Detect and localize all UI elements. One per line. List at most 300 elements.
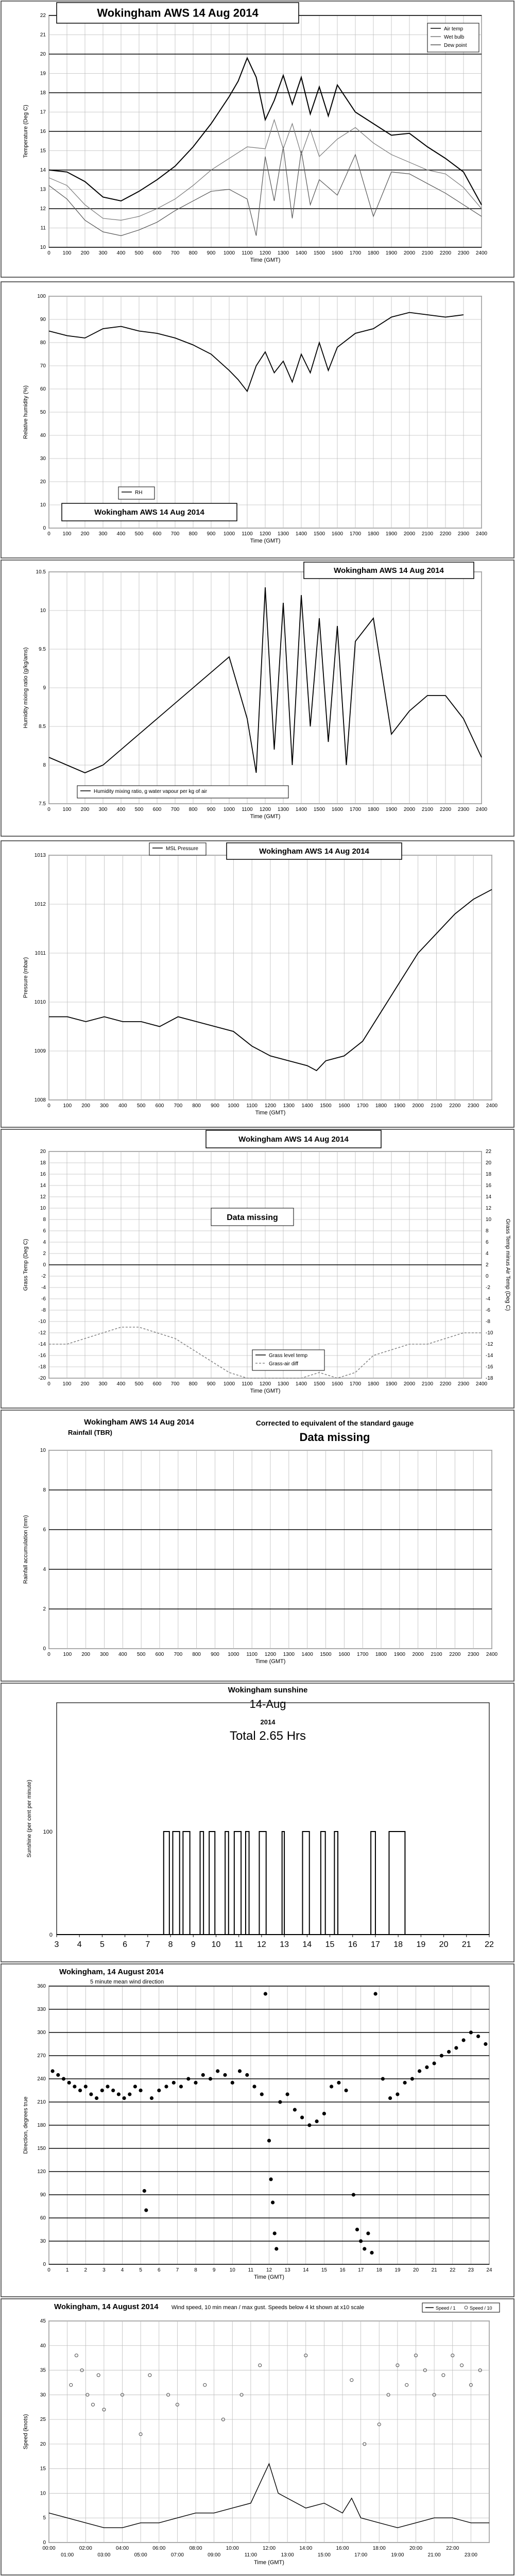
y-tick-label: 6 (43, 1527, 46, 1533)
x-tick-label: 20 (413, 2267, 419, 2273)
data-point (476, 2035, 480, 2038)
y-tick-label: 120 (37, 2169, 46, 2175)
chart-note: Corrected to equivalent of the standard gauge (255, 1419, 414, 1427)
y-tick-label: 12 (40, 1194, 46, 1200)
x-tick-label: 2000 (412, 1103, 424, 1109)
y-tick-label: 2 (43, 1251, 46, 1257)
x-tick-label: 2000 (412, 1652, 424, 1657)
x-tick-label: 1700 (357, 1103, 369, 1109)
data-point (194, 2081, 197, 2084)
x-tick-label: 800 (188, 807, 198, 812)
x-tick-label: 17 (358, 2267, 364, 2273)
data-point (223, 2073, 227, 2077)
y-tick-label: 10 (40, 245, 46, 250)
y-tick-label: 20 (40, 52, 46, 57)
data-missing-annotation: Data missing (299, 1431, 370, 1444)
x-tick-label: 14:00 (299, 2546, 313, 2551)
x-tick-label: 1300 (283, 1652, 295, 1657)
x-axis-label: Time (GMT) (255, 1110, 286, 1116)
y-tick-label: 100 (37, 294, 46, 299)
x-tick-label: 11 (248, 2267, 254, 2273)
x-tick-label: 1900 (393, 1103, 405, 1109)
legend-label: MSL Pressure (166, 846, 198, 852)
chart-subtitle: Rainfall (TBR) (68, 1429, 112, 1436)
y2-tick-label: 14 (486, 1194, 492, 1200)
data-missing-annotation: Data missing (227, 1213, 278, 1222)
y-tick-label: -18 (38, 1364, 46, 1370)
x-tick-label: 1700 (349, 250, 362, 256)
pressure-chart-panel (0, 840, 515, 1128)
y-tick-label: 40 (40, 2343, 46, 2349)
y-tick-label: 360 (37, 1984, 46, 1989)
x-tick-label: 600 (155, 1652, 164, 1657)
y-axis-label: Relative humidity (%) (23, 385, 29, 439)
x-tick-label: 500 (134, 807, 144, 812)
y-tick-label: 240 (37, 2076, 46, 2082)
rainfall-chart-panel (0, 1409, 515, 1682)
y-tick-label: 30 (40, 456, 46, 462)
data-point (337, 2081, 340, 2084)
x-tick-label: 500 (134, 531, 144, 537)
legend-label: Humidity mixing ratio, g water vapour per kg of air (94, 789, 208, 794)
y2-tick-label: 22 (486, 1149, 492, 1155)
x-tick-label: 1100 (242, 531, 253, 537)
x-tick-label: 2300 (468, 1652, 479, 1657)
x-tick-label: 600 (155, 1103, 164, 1109)
data-point (179, 2084, 183, 2088)
x-tick-label: 12 (266, 2267, 272, 2273)
y-axis-label: Humidity mixing ratio (g/kg/ams) (23, 647, 29, 728)
x-tick-label: 2400 (486, 1103, 498, 1109)
x-tick-label: 1700 (349, 807, 362, 812)
y-axis-label: Sunshine (per cent per minute) (26, 1780, 32, 1858)
x-tick-label: 0 (47, 1652, 50, 1657)
chart-title: Wokingham sunshine (228, 1686, 308, 1694)
data-point (274, 2247, 278, 2250)
x-tick-label: 9 (212, 2267, 216, 2273)
x-tick-label: 1400 (295, 250, 307, 256)
x-tick-label: 0 (47, 2267, 50, 2273)
y-tick-label: 270 (37, 2053, 46, 2059)
y2-axis-label: Grass Temp minus Air Temp (Deg C) (505, 1218, 511, 1311)
x-tick-label: 2 (84, 2267, 88, 2273)
temperature-chart (0, 0, 515, 278)
data-point (403, 2081, 407, 2084)
x-tick-label: 12:00 (262, 2546, 276, 2551)
data-point (128, 2092, 131, 2096)
x-tick-label: 03:00 (97, 2552, 111, 2558)
x-tick-label: 2200 (439, 1381, 452, 1387)
x-tick-label: 08:00 (189, 2546, 202, 2551)
y-tick-label: 1010 (34, 999, 46, 1005)
x-tick-label: 14 (303, 2267, 309, 2273)
x-tick-label: 1500 (320, 1652, 332, 1657)
x-tick-label: 400 (116, 1381, 126, 1387)
x-tick-label: 1200 (259, 807, 271, 812)
y2-tick-label: -10 (486, 1330, 493, 1336)
y2-tick-label: -16 (486, 1364, 493, 1370)
y-axis-label: Rainfall accumulation (mm) (23, 1515, 29, 1584)
chart-year: 2014 (260, 1718, 276, 1726)
x-tick-label: 100 (62, 1381, 72, 1387)
y-tick-label: -20 (38, 1376, 46, 1381)
data-point (388, 2096, 392, 2100)
legend-label: Speed / 1 (436, 2306, 456, 2311)
data-point (315, 2120, 319, 2123)
x-tick-label: 19 (416, 1940, 426, 1949)
x-tick-label: 24 (486, 2267, 492, 2273)
x-tick-label: 22 (450, 2267, 456, 2273)
y-tick-label: 60 (40, 386, 46, 392)
data-point (447, 2050, 451, 2054)
y-tick-label: 70 (40, 363, 46, 369)
y2-tick-label: 8 (486, 1228, 489, 1234)
x-tick-label: 6 (157, 2267, 161, 2273)
data-point (267, 2139, 271, 2142)
x-tick-label: 13 (284, 2267, 290, 2273)
x-tick-label: 2300 (457, 531, 470, 537)
y-tick-label: 50 (40, 410, 46, 415)
x-tick-label: 2100 (431, 1103, 442, 1109)
x-tick-label: 1500 (313, 807, 325, 812)
x-tick-label: 15 (321, 2267, 327, 2273)
data-point (300, 2115, 304, 2119)
x-tick-label: 19:00 (391, 2552, 404, 2558)
pressure-chart (0, 840, 515, 1128)
data-point (396, 2092, 399, 2096)
x-tick-label: 800 (192, 1652, 201, 1657)
data-point (374, 1992, 377, 1995)
y2-tick-label: -4 (486, 1296, 490, 1302)
grass-temperature-chart (0, 1128, 515, 1409)
y2-tick-label: 12 (486, 1206, 492, 1211)
x-tick-label: 1000 (223, 807, 235, 812)
x-tick-label: 19 (394, 2267, 401, 2273)
x-tick-label: 18 (393, 1940, 403, 1949)
x-tick-label: 500 (136, 1652, 146, 1657)
data-point (273, 2231, 277, 2235)
data-point (469, 2030, 473, 2034)
x-tick-label: 100 (63, 1103, 72, 1109)
x-tick-label: 23:00 (464, 2552, 477, 2558)
data-point (286, 2092, 289, 2096)
data-point (123, 2096, 126, 2100)
x-tick-label: 700 (170, 250, 180, 256)
y2-tick-label: 16 (486, 1183, 492, 1189)
x-tick-label: 6 (123, 1940, 128, 1949)
data-point (366, 2231, 370, 2235)
x-axis-label: Time (GMT) (250, 538, 281, 544)
x-tick-label: 600 (152, 1381, 162, 1387)
x-tick-label: 1000 (228, 1103, 239, 1109)
data-point (484, 2042, 487, 2046)
y2-tick-label: -2 (486, 1285, 490, 1291)
x-tick-label: 13 (280, 1940, 289, 1949)
y2-tick-label: 2 (486, 1262, 489, 1268)
data-point (330, 2084, 333, 2088)
x-tick-label: 9 (191, 1940, 196, 1949)
y-tick-label: 330 (37, 2007, 46, 2012)
x-tick-label: 1900 (393, 1652, 405, 1657)
data-point (56, 2073, 60, 2077)
y2-tick-label: 4 (486, 1251, 489, 1257)
data-point (144, 2208, 148, 2212)
y-tick-label: 8 (43, 1217, 46, 1223)
x-tick-label: 300 (98, 531, 108, 537)
legend-label: Wet bulb (444, 35, 465, 40)
y-tick-label: 40 (40, 433, 46, 438)
x-tick-label: 13:00 (281, 2552, 294, 2558)
x-tick-label: 15:00 (317, 2552, 331, 2558)
y-tick-label: 180 (37, 2123, 46, 2128)
x-tick-label: 2400 (475, 531, 488, 537)
x-tick-label: 1000 (223, 250, 235, 256)
y-tick-label: 16 (40, 1172, 46, 1177)
x-tick-label: 2400 (475, 807, 488, 812)
y-tick-label: -12 (38, 1330, 46, 1336)
x-axis-label: Time (GMT) (254, 2274, 284, 2280)
x-tick-label: 200 (80, 531, 90, 537)
y-tick-label: 0 (43, 2540, 46, 2546)
x-tick-label: 05:00 (134, 2552, 147, 2558)
x-tick-label: 800 (188, 1381, 198, 1387)
y-tick-label: 17 (40, 109, 46, 115)
data-point (425, 2065, 428, 2069)
data-point (84, 2084, 88, 2088)
data-point (67, 2081, 71, 2084)
x-tick-label: 01:00 (61, 2552, 74, 2558)
data-point (352, 2193, 355, 2196)
x-tick-label: 1000 (223, 531, 235, 537)
y2-tick-label: -14 (486, 1353, 493, 1359)
data-point (462, 2038, 466, 2042)
y-tick-label: 30 (40, 2239, 46, 2244)
y-tick-label: 8 (43, 762, 46, 768)
y-tick-label: 4 (43, 1567, 46, 1572)
data-point (418, 2069, 421, 2073)
x-tick-label: 00:00 (42, 2546, 56, 2551)
x-tick-label: 5 (99, 1940, 105, 1949)
x-tick-label: 10 (211, 1940, 221, 1949)
x-tick-label: 1600 (338, 1103, 350, 1109)
x-tick-label: 20 (439, 1940, 449, 1949)
x-tick-label: 2200 (449, 1103, 461, 1109)
y-tick-label: 150 (37, 2146, 46, 2151)
data-point (139, 2089, 143, 2092)
x-tick-label: 300 (98, 807, 108, 812)
x-tick-label: 1900 (385, 1381, 398, 1387)
y-tick-label: 5 (43, 2515, 46, 2521)
y-tick-label: 60 (40, 2215, 46, 2221)
chart-title: Wokingham AWS 14 Aug 2014 (334, 566, 444, 575)
x-tick-label: 1600 (331, 807, 344, 812)
y-axis-label: Speed (knots) (23, 2414, 29, 2450)
x-tick-label: 0 (47, 250, 50, 256)
y-tick-label: 14 (40, 1183, 46, 1189)
data-point (278, 2100, 282, 2104)
y-tick-label: 4 (43, 1240, 46, 1245)
data-point (51, 2069, 55, 2073)
y2-tick-label: 0 (486, 1274, 489, 1279)
y-tick-label: 16 (40, 129, 46, 134)
data-point (172, 2081, 176, 2084)
x-tick-label: 2400 (475, 250, 488, 256)
y-tick-label: 210 (37, 2099, 46, 2105)
x-tick-label: 100 (62, 807, 72, 812)
x-tick-label: 21 (431, 2267, 437, 2273)
x-tick-label: 1800 (367, 250, 380, 256)
x-tick-label: 2200 (439, 250, 452, 256)
x-tick-label: 1600 (331, 250, 344, 256)
x-tick-label: 2300 (457, 807, 470, 812)
data-point (322, 2112, 326, 2115)
y-tick-label: 9 (43, 685, 46, 691)
legend-label: Grass level temp (269, 1353, 308, 1359)
x-tick-label: 16 (348, 1940, 357, 1949)
x-tick-label: 2100 (421, 807, 434, 812)
x-tick-label: 07:00 (170, 2552, 184, 2558)
x-tick-label: 14 (302, 1940, 312, 1949)
x-tick-label: 16:00 (336, 2546, 349, 2551)
x-tick-label: 600 (152, 807, 162, 812)
chart-title: Wokingham, 14 August 2014 (54, 2302, 159, 2311)
y-tick-label: 1013 (34, 853, 46, 858)
data-point (264, 1992, 267, 1995)
chart-title: Wokingham, 14 August 2014 (59, 1968, 164, 1976)
y2-tick-label: -6 (486, 1308, 490, 1313)
x-tick-label: 21:00 (427, 2552, 441, 2558)
x-tick-label: 200 (80, 1381, 90, 1387)
x-tick-label: 2200 (439, 807, 452, 812)
y-tick-label: 20 (40, 1149, 46, 1155)
x-tick-label: 1900 (385, 531, 398, 537)
y2-tick-label: -12 (486, 1342, 493, 1347)
data-point (454, 2046, 458, 2049)
x-tick-label: 800 (188, 250, 198, 256)
x-tick-label: 2300 (457, 1381, 470, 1387)
y-tick-label: 18 (40, 90, 46, 96)
data-point (363, 2247, 366, 2250)
x-tick-label: 900 (207, 807, 216, 812)
x-tick-label: 2200 (449, 1652, 461, 1657)
sunshine-chart (0, 1682, 515, 1963)
y-tick-label: 300 (37, 2030, 46, 2036)
x-tick-label: 17:00 (354, 2552, 368, 2558)
data-point (359, 2239, 363, 2243)
x-tick-label: 2100 (421, 1381, 434, 1387)
y-tick-label: -10 (38, 1319, 46, 1325)
y-tick-label: 14 (40, 167, 46, 173)
x-tick-label: 20:00 (409, 2546, 423, 2551)
y-tick-label: 1009 (34, 1048, 46, 1054)
y-tick-label: 15 (40, 148, 46, 154)
x-tick-label: 16 (339, 2267, 346, 2273)
x-tick-label: 10:00 (226, 2546, 239, 2551)
wind-direction-chart (0, 1963, 515, 2298)
y-tick-label: 13 (40, 187, 46, 193)
x-tick-label: 200 (80, 807, 90, 812)
x-tick-label: 12 (256, 1940, 266, 1949)
y-tick-label: -14 (38, 1342, 46, 1347)
legend-label: Dew point (444, 43, 467, 48)
data-point (307, 2123, 311, 2127)
y-axis-label: Direction, degrees true (23, 2096, 29, 2154)
y-tick-label: 35 (40, 2367, 46, 2374)
y-tick-label: 0 (49, 1932, 53, 1938)
x-tick-label: 7 (176, 2267, 179, 2273)
y-tick-label: 6 (43, 1228, 46, 1234)
x-tick-label: 1300 (283, 1103, 295, 1109)
chart-title: Wokingham AWS 14 Aug 2014 (259, 847, 369, 856)
y2-tick-label: 10 (486, 1217, 492, 1223)
data-point (410, 2077, 414, 2080)
x-tick-label: 2400 (486, 1652, 498, 1657)
data-point (238, 2069, 242, 2073)
x-axis-label: Time (GMT) (250, 814, 281, 820)
y-tick-label: 25 (40, 2417, 46, 2423)
x-tick-label: 1200 (259, 1381, 271, 1387)
data-point (111, 2089, 115, 2092)
y-tick-label: 11 (40, 225, 46, 231)
chart-total: Total 2.65 Hrs (229, 1729, 306, 1743)
x-tick-label: 1400 (301, 1652, 313, 1657)
x-tick-label: 1600 (331, 531, 344, 537)
mixing-ratio-chart-panel (0, 559, 515, 837)
x-tick-label: 400 (116, 531, 126, 537)
data-point (355, 2228, 359, 2231)
x-tick-label: 500 (134, 250, 144, 256)
x-tick-label: 2100 (421, 250, 434, 256)
x-axis-label: Time (GMT) (254, 2560, 284, 2566)
x-tick-label: 15 (325, 1940, 335, 1949)
data-point (117, 2092, 121, 2096)
data-point (100, 2089, 104, 2092)
y-tick-label: 12 (40, 206, 46, 212)
legend-label: RH (135, 490, 143, 496)
chart-title: Wokingham AWS 14 Aug 2014 (94, 508, 204, 517)
x-tick-label: 100 (62, 250, 72, 256)
y-tick-label: -16 (38, 1353, 46, 1359)
x-tick-label: 1900 (385, 250, 398, 256)
x-axis-label: Time (GMT) (250, 1388, 281, 1394)
grass-temp-chart-panel (0, 1128, 515, 1409)
y-tick-label: 90 (40, 317, 46, 323)
y-tick-label: 0 (43, 1262, 46, 1268)
x-tick-label: 1400 (295, 1381, 307, 1387)
x-tick-label: 1500 (313, 531, 325, 537)
x-tick-label: 11:00 (244, 2552, 258, 2558)
y-tick-label: 1011 (35, 951, 46, 956)
data-point (260, 2092, 264, 2096)
y-tick-label: 7.5 (39, 801, 46, 807)
x-tick-label: 2000 (403, 1381, 416, 1387)
y-tick-label: 10.5 (36, 569, 46, 575)
y-tick-label: -4 (41, 1285, 46, 1291)
y-tick-label: 100 (43, 1829, 53, 1835)
x-tick-label: 21 (461, 1940, 471, 1949)
x-tick-label: 02:00 (79, 2546, 92, 2551)
data-point (186, 2077, 190, 2080)
y-tick-label: 10 (40, 502, 46, 508)
x-tick-label: 1200 (264, 1652, 277, 1657)
x-tick-label: 06:00 (152, 2546, 166, 2551)
x-tick-label: 400 (116, 250, 126, 256)
x-tick-label: 1000 (223, 1381, 235, 1387)
x-tick-label: 1200 (259, 250, 271, 256)
x-tick-label: 1300 (277, 807, 289, 812)
x-tick-label: 1 (65, 2267, 69, 2273)
x-tick-label: 900 (207, 250, 216, 256)
